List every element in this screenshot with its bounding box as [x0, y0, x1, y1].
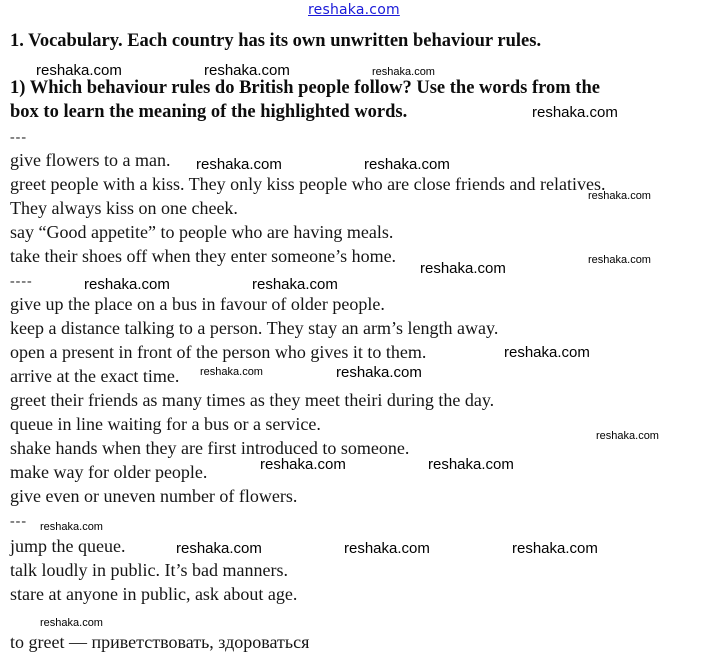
watermark: reshaka.com	[428, 456, 514, 473]
rule-line: open a present in front of the person who gives it to them.	[10, 342, 427, 362]
separator: ---	[10, 514, 27, 529]
watermark: reshaka.com	[588, 254, 651, 266]
rule-line: say “Good appetite” to people who are having meals.	[10, 222, 394, 242]
watermark: reshaka.com	[372, 66, 435, 78]
translation-line: to greet — приветствовать, здороваться	[10, 632, 310, 652]
site-link[interactable]: reshaka.com	[308, 2, 400, 18]
watermark: reshaka.com	[512, 540, 598, 557]
question-line-1: 1) Which behaviour rules do British people follow? Use the words from the	[10, 78, 600, 98]
watermark: reshaka.com	[40, 617, 103, 629]
watermark: reshaka.com	[204, 62, 290, 79]
rule-line: give up the place on a bus in favour of older people.	[10, 294, 385, 314]
watermark: reshaka.com	[588, 190, 651, 202]
watermark: reshaka.com	[260, 456, 346, 473]
rule-line: arrive at the exact time.	[10, 366, 180, 386]
rule-line: give flowers to a man.	[10, 150, 171, 170]
watermark: reshaka.com	[40, 521, 103, 533]
rule-line: shake hands when they are first introduced to someone.	[10, 438, 410, 458]
rule-line: jump the queue.	[10, 536, 126, 556]
separator: ---	[10, 130, 27, 145]
rule-line: make way for older people.	[10, 462, 208, 482]
watermark: reshaka.com	[176, 540, 262, 557]
rule-line: They always kiss on one cheek.	[10, 198, 238, 218]
rule-line: queue in line waiting for a bus or a service.	[10, 414, 321, 434]
watermark: reshaka.com	[364, 156, 450, 173]
watermark: reshaka.com	[504, 344, 590, 361]
watermark: reshaka.com	[336, 364, 422, 381]
watermark: reshaka.com	[196, 156, 282, 173]
watermark: reshaka.com	[84, 276, 170, 293]
watermark: reshaka.com	[344, 540, 430, 557]
watermark: reshaka.com	[596, 430, 659, 442]
watermark: reshaka.com	[532, 104, 618, 121]
watermark: reshaka.com	[36, 62, 122, 79]
rule-line: take their shoes off when they enter someone’s home.	[10, 246, 397, 266]
rule-line: give even or uneven number of flowers.	[10, 486, 298, 506]
rule-line: stare at anyone in public, ask about age.	[10, 584, 298, 604]
question-line-2: box to learn the meaning of the highlighted words.	[10, 102, 408, 122]
rule-line: talk loudly in public. It’s bad manners.	[10, 560, 288, 580]
rule-line: greet people with a kiss. They only kiss people who are close friends and relatives.	[10, 174, 606, 194]
watermark: reshaka.com	[252, 276, 338, 293]
watermark: reshaka.com	[200, 366, 263, 378]
rule-line: greet their friends as many times as they meet theiri during the day.	[10, 390, 495, 410]
rule-line: keep a distance talking to a person. They stay an arm’s length away.	[10, 318, 499, 338]
watermark: reshaka.com	[420, 260, 506, 277]
exercise-title: 1. Vocabulary. Each country has its own unwritten behaviour rules.	[10, 31, 542, 51]
separator: ----	[10, 274, 33, 289]
